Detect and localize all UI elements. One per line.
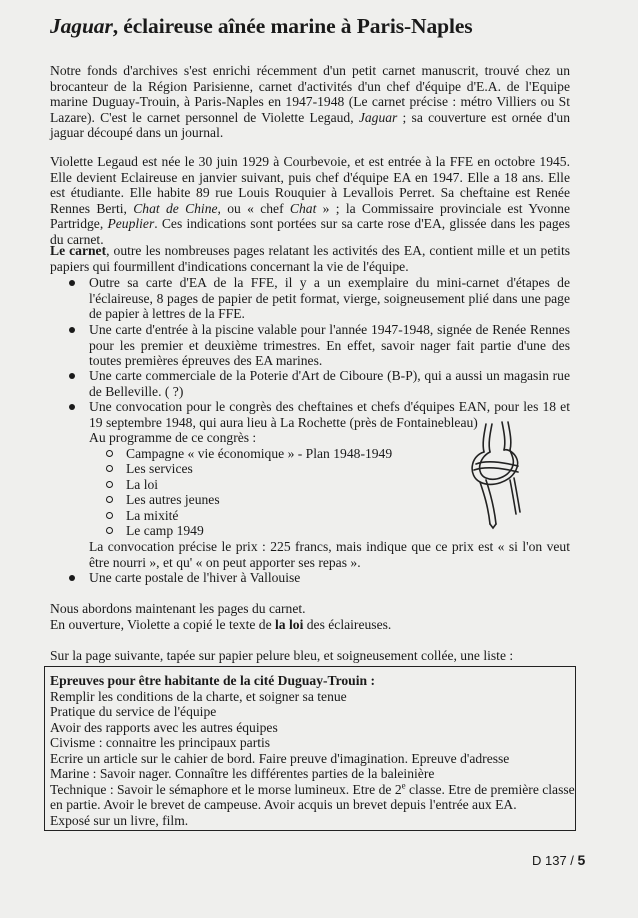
circle-bullet-icon bbox=[106, 450, 113, 457]
epreuve-line: Marine : Savoir nager. Connaître les différentes parties de la baleinière bbox=[50, 766, 435, 781]
circle-bullet-icon bbox=[106, 481, 113, 488]
bullet-icon bbox=[69, 373, 75, 379]
epreuves-heading: Epreuves pour être habitante de la cité Duguay-Trouin : bbox=[50, 673, 376, 688]
bullet-icon bbox=[69, 404, 75, 410]
circle-bullet-icon bbox=[106, 465, 113, 472]
carnet-pages-line: Nous abordons maintenant les pages du carnet. bbox=[50, 601, 306, 616]
bio-paragraph: Violette Legaud est née le 30 juin 1929 à Courbevoie, et est entrée à la FFE en octobre 1945. Elle devient Eclaireuse en janvier suivant, puis chef d'équipe EA en 1947. Elle a 18 ans. Elle est étudiante. Elle habite 89 rue Louis Rouquier à Levallois Perret. Sa cheftaine est Renée Rennes Berti, Chat de Chine, ou « chef Chat » ; la Commissaire provinciale est Yvonne Partridge, Peuplier. Ces indications sont portées sur sa carte rose d'EA, glissée dans les pages du carnet. bbox=[50, 154, 570, 247]
program-item: Les services bbox=[126, 461, 193, 477]
bullet-item: Une carte d'entrée à la piscine valable pour l'année 1947-1948, signée de Renée Rennes pour les premier et deuxième trimestres. En effet, savoir nager fait partie d'une des toutes premières épreuves des EA marines. bbox=[89, 322, 570, 369]
epreuve-line: Exposé sur un livre, film. bbox=[50, 813, 189, 828]
epreuve-line: Civisme : connaitre les principaux partis bbox=[50, 735, 271, 750]
knot-drawing bbox=[462, 420, 532, 530]
epreuve-line: Pratique du service de l'équipe bbox=[50, 704, 217, 719]
congress-price-note: La convocation précise le prix : 225 francs, mais indique que ce prix est « si l'on veut être nourri », et qu' « on peut apporter ses repas ». bbox=[89, 539, 570, 570]
epreuve-line: Technique : Savoir le sémaphore et le morse lumineux. Etre de 2e classe. Etre de première classe bbox=[50, 780, 575, 797]
bullet-icon bbox=[69, 280, 75, 286]
circle-bullet-icon bbox=[106, 512, 113, 519]
program-item: Le camp 1949 bbox=[126, 523, 204, 539]
bullet-icon bbox=[69, 327, 75, 333]
epreuve-line: Ecrire un article sur le cahier de bord. Faire preuve d'imagination. Epreuve d'adresse bbox=[50, 751, 510, 766]
epreuve-line: Remplir les conditions de la charte, et soigner sa tenue bbox=[50, 689, 347, 704]
page-title: Jaguar, éclaireuse aînée marine à Paris-Naples bbox=[50, 14, 473, 38]
bullet-item: Une convocation pour le congrès des cheftaines et chefs d'équipes EAN, pour les 18 et 19 septembre 1948, qui aura lieu à La Rochette (près de Fontainebleau) bbox=[89, 399, 570, 430]
program-item: La mixité bbox=[126, 508, 178, 524]
epreuve-line: Avoir des rapports avec les autres équipes bbox=[50, 720, 278, 735]
intro-paragraph: Notre fonds d'archives s'est enrichi récemment d'un petit carnet manuscrit, trouvé chez un brocanteur de la Région Parisienne, carnet d'activités d'un chef d'équipe d'E.A. de l'Equipe marine Duguay-Trouin, à Paris-Naples en 1947-1948 (Le carnet précise : métro Villiers ou St Lazare). C'est le carnet personnel de Violette Legaud, Jaguar ; sa couverture est ornée d'un jaguar découpé dans un journal. bbox=[50, 63, 570, 141]
program-item: La loi bbox=[126, 477, 158, 493]
bullet-icon bbox=[69, 575, 75, 581]
congress-program-heading: Au programme de ce congrès : bbox=[89, 430, 257, 445]
program-item: Les autres jeunes bbox=[126, 492, 220, 508]
circle-bullet-icon bbox=[106, 496, 113, 503]
carnet-paragraph: Le carnet, outre les nombreuses pages relatant les activités des EA, contient mille et un petits papiers qui fourmillent d'indications concernant la vie de l'équipe. bbox=[50, 243, 571, 274]
bullet-item: Une carte postale de l'hiver à Vallouise bbox=[89, 570, 570, 586]
next-page-line: Sur la page suivante, tapée sur papier pelure bleu, et soigneusement collée, une liste : bbox=[50, 648, 514, 663]
program-item: Campagne « vie économique » - Plan 1948-1949 bbox=[126, 446, 392, 462]
circle-bullet-icon bbox=[106, 527, 113, 534]
bullet-item: Outre sa carte d'EA de la FFE, il y a un exemplaire du mini-carnet d'étapes de l'éclaireuse, 8 pages de papier de petit format, vierge, soigneusement plié dans une page de papier à lettres de la FFE. bbox=[89, 275, 570, 322]
epreuve-line: en partie. Avoir le brevet de campeuse. Avoir acquis un brevet depuis l'entrée aux EA. bbox=[50, 797, 517, 812]
page-number: D 137 / 5 bbox=[532, 852, 586, 868]
loi-line: En ouverture, Violette a copié le texte de la loi des éclaireuses. bbox=[50, 617, 392, 632]
bullet-item: Une carte commerciale de la Poterie d'Art de Ciboure (B-P), qui a aussi un magasin rue de Belleville. ( ?) bbox=[89, 368, 570, 399]
